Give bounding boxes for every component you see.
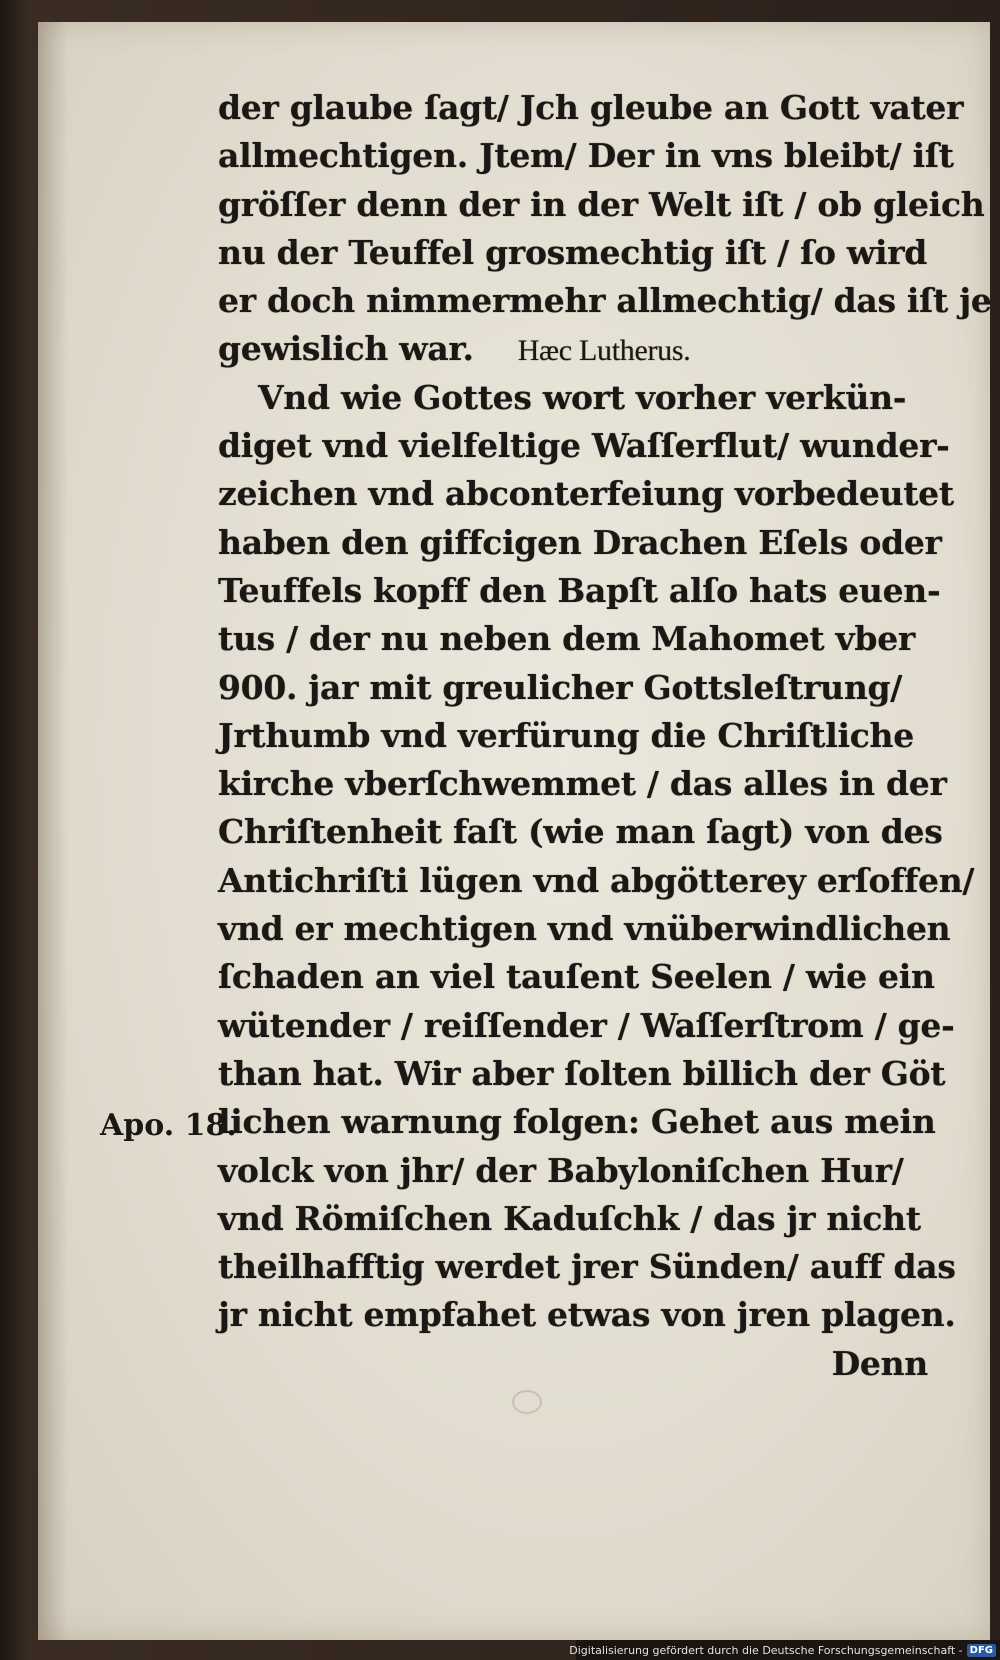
paragraph-line: zeichen vnd abconterfeiung vorbedeutet (218, 474, 954, 514)
paragraph-line: theilhafftig werdet jrer Sünden/ auff das (218, 1247, 956, 1287)
show-through-mark (512, 1390, 542, 1414)
dfg-logo-icon: DFG (967, 1644, 996, 1657)
paragraph-line: tus / der nu neben dem Mahomet vber (218, 619, 915, 659)
paragraph-line: Chriſtenheit faſt (wie man ſagt) von des (218, 812, 943, 852)
paragraph-line: diget vnd vielfeltige Waſſerflut/ wunder- (218, 426, 950, 466)
paragraph-line: lichen warnung folgen: Gehet aus mein (218, 1102, 936, 1142)
paragraph-line: 900. jar mit greulicher Gottsleſtrung/ (218, 667, 903, 707)
page-text-block (218, 84, 992, 1388)
marginal-reference: Apo. 18. (100, 1108, 237, 1143)
paragraph-line: jr nicht empfahet etwas von jren plagen. (218, 1295, 956, 1335)
paragraph-line: vnd er mechtigen vnd vnüberwindlichen (218, 909, 951, 949)
text-line-with-attribution (218, 325, 928, 373)
text-line: nu der Teuffel grosmechtig iſt / ſo wird (218, 232, 928, 272)
funding-credit: Digitalisierung gefördert durch die Deutsche Forschungsgemeinschaft - (569, 1643, 963, 1657)
text-line: gröſſer denn der in der Welt iſt / ob gleich (218, 184, 985, 224)
text-line: er doch nimmermehr allmechtig/ das iſt je (218, 281, 992, 321)
paragraph-line: Teuffels kopff den Bapſt alſo hats euen- (218, 570, 941, 610)
digitization-footer (569, 1640, 1000, 1660)
latin-attribution: Hæc Lutherus. (517, 334, 691, 368)
paragraph-line: than hat. Wir aber ſolten billich der Göt (218, 1053, 946, 1093)
paragraph-line: haben den giffcigen Drachen Eſels oder (218, 522, 942, 562)
text-line: allmechtigen. Jtem/ Der in vns bleibt/ iſt (218, 136, 954, 176)
paragraph-line: Vnd wie Gottes wort vorher verkün- (258, 377, 907, 417)
paragraph-line: Jrthumb vnd verfürung die Chriſtliche (218, 715, 914, 755)
paragraph-line: vnd Römiſchen Kaduſchk / das jr nicht (218, 1198, 921, 1238)
paragraph-line: volck von jhr/ der Babyloniſchen Hur/ (218, 1150, 904, 1190)
paragraph-line: kirche vberſchwemmet / das alles in der (218, 764, 947, 804)
page-gutter-shadow (38, 22, 68, 1640)
text-line: der glaube ſagt/ Jch gleube an Gott vater (218, 88, 964, 127)
text-line-end: gewislich war. (218, 329, 474, 369)
paragraph-line: wütender / reiſſender / Waſſerſtrom / ge- (218, 1005, 955, 1045)
paragraph-line: Antichriſti lügen vnd abgötterey erſoffen/ (218, 860, 975, 900)
catchword: Denn (831, 1343, 928, 1383)
paragraph-line: ſchaden an viel tauſent Seelen / wie ein (218, 957, 935, 997)
